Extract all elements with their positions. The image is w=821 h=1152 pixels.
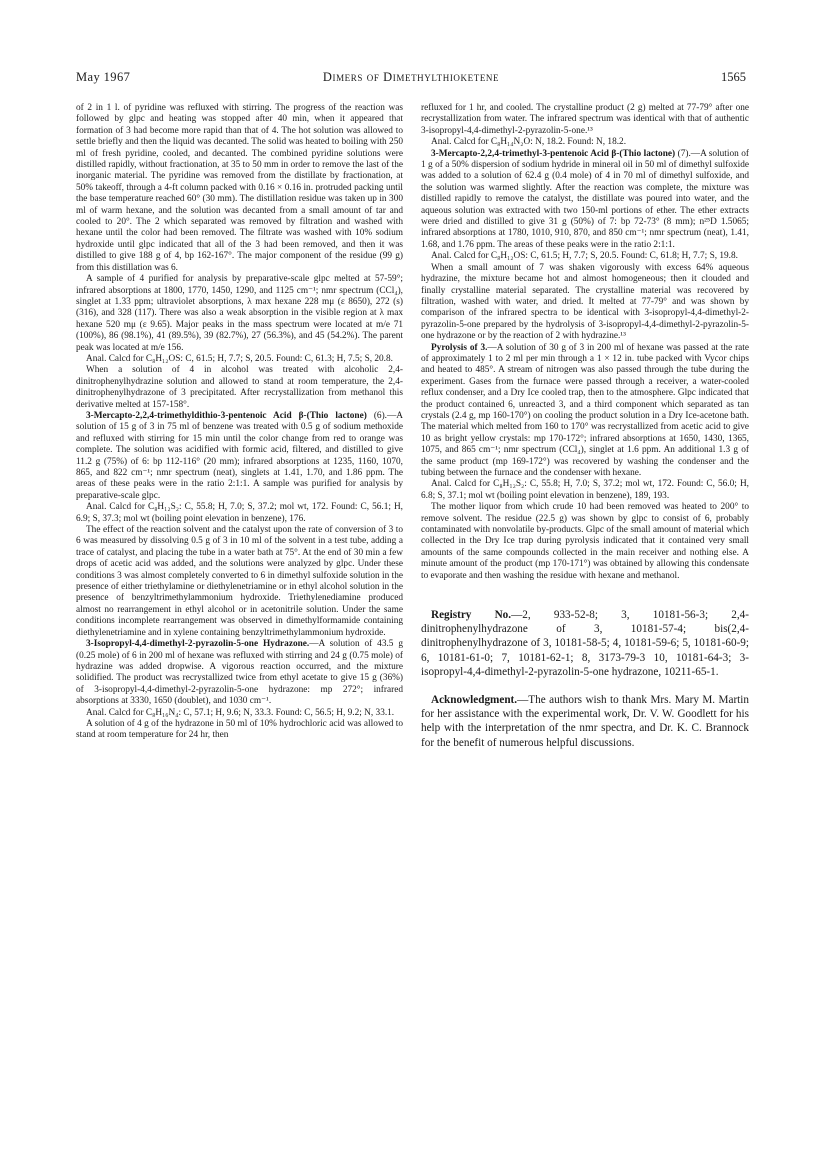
paragraph <box>76 103 403 274</box>
section-heading: Pyrolysis of 3. <box>431 342 488 353</box>
paragraph <box>76 708 403 719</box>
paragraph-text: The effect of the reaction solvent and the catalyst upon the rate of conversion of 3 to 6 was measured by dissolving 0.5 g of 3 in 10 ml of the solvent in a test tube, adding a trace of catalyst, and placing the tube in a water bath at 75°. At the end of 30 min a few drops of acetic acid was added, and the solutions were analyzed by glpc. Under these conditions 3 was almost completely converted to 6 in dimethyl sulfoxide solution in the presence of either triethylamine or diethylenetriamine or in ethyl alcohol solution in the presence of benzyltrimethylammonium hydroxide. Triethylenediamine produced almost no rearrangement in ethyl alcohol or in acetonitrile solution. Under the same conditions incomplete rearrangement was observed in dimethylformamide containing diethylenetriamine and in xylene containing benzyltrimethylammonium hydroxide. <box>76 525 403 638</box>
acknowledgment-section <box>421 693 749 750</box>
paragraph <box>421 103 749 137</box>
paragraph <box>76 411 403 502</box>
paragraph-text: refluxed for 1 hr, and cooled. The crystalline product (2 g) melted at 77-79° after one recrystallization from water. The infrared spectrum was identical with that of authentic 3-isopropyl-4,4-dimethyl-2-pyrazolin-5-one.¹³ <box>421 103 749 136</box>
paragraph-text: —A solution of 30 g of 3 in 200 ml of hexane was passed at the rate of approximately 1 to 2 ml per min through a 1 × 12 in. tube packed with Vycor chips and heated to 485°. A stream of nitrogen was also passed through the tube during the experiment. Gases from the furnace were passed through a receiver, a water-cooled reflux condenser, and a Dry Ice cooled trap, then to the atmosphere. Glpc indicated that the product contained 6, unreacted 3, and a third component which separated as tan crystals (2.4 g, mp 160-170°) on cooling the product solution in a Dry Ice-acetone bath. The material which melted from 160 to 170° was recrystallized from acetic acid to give 10 as bright yellow crystals: mp 170-172°; infrared absorptions at 1650, 1430, 1365, 1075, and 865 cm⁻¹; nmr spectrum (CCl₄), singlet at 1.6 ppm. An additional 1.3 g of the same product (mp 169-172°) was recovered by washing the condenser and the tubing between the furnace and the condenser with hexane. <box>421 342 749 478</box>
paragraph-text: A solution of 4 g of the hydrazone in 50 ml of 10% hydrochloric acid was allowed to stand at room temperature for 24 hr, then <box>76 718 403 741</box>
running-header <box>76 70 746 86</box>
paragraph-text: of 2 in 1 l. of pyridine was refluxed with stirring. The progress of the reaction was followed by glpc and heating was stopped after 40 min, when it appeared that formation of 3 had become more rapid than that of 4. The hot solution was allowed to settle briefly and then the liquid was decanted. The solid was heated to boiling with 250 ml of fresh pyridine, cooled, and decanted. The combined pyridine solutions were distilled rapidly, without fractionation, at 35 to 50 mm in order to remove the last of the inorganic material. The pyridine was removed from the distillate by fractionation, at 50% takeoff, through a 4-ft column packed with 0.16 × 0.16 in. protruded packing until the base temperature reached 60° (30 mm). The distillation residue was taken up in 300 ml of warm hexane, and the solution was decanted from a small amount of tar and cooled to 20°. The 2 which separated was removed by filtration and washed with hexane until the color had been removed. The filtrate was washed with 10% sodium hydroxide until glpc indicated that all of the 3 had been removed, and then it was distilled to give 188 g of 4, bp 162-167°. The major component of the residue (99 g) from this distillation was 6. <box>76 103 403 273</box>
paragraph-text: (6).—A solution of 15 g of 3 in 75 ml of benzene was treated with 0.5 g of sodium methoxide and refluxed with stirring for 15 min until the color change from red to orange was complete. The solution was acidified with formic acid, filtered, and distilled to give 11.2 g (75%) of 6: bp 112-116° (20 mm); infrared absorptions at 1235, 1160, 1070, 865, and 822 cm⁻¹; nmr spectrum (neat), singlets at 1.41, 1.70, and 1.86 ppm. The areas of these peaks were in the ratio 2:1:1. A sample was purified for analysis by preparative-scale glpc. <box>76 410 403 501</box>
paragraph <box>76 719 403 742</box>
acknowledgment-label: Acknowledgment. <box>431 694 518 707</box>
page-number: 1565 <box>721 70 746 84</box>
paragraph <box>421 263 749 343</box>
right-column-body <box>421 103 749 582</box>
paragraph <box>76 639 403 707</box>
paragraph-text: Anal. Calcd for C₈H₁₂S₂: C, 55.8; H, 7.0; S, 37.2; mol wt, 172. Found: C, 56.1; H, 6.9; S, 37.3; mol wt (boiling point elevation in benzene), 176. <box>76 502 403 524</box>
paragraph <box>421 251 749 262</box>
section-heading: 3-Mercapto-2,2,4-trimethyldithio-3-pentenoic Acid β-(Thio lactone) <box>86 410 367 421</box>
paragraph <box>421 343 749 480</box>
section-heading: 3-Isopropyl-4,4-dimethyl-2-pyrazolin-5-one Hydrazone. <box>86 639 310 650</box>
acknowledgment-text: —The authors wish to thank Mrs. Mary M. Martin for her assistance with the experimental work, Dr. V. W. Goodlett for his help with the interpretation of the nmr spectra, and Dr. K. C. Brannock for the benefit of numerous helpful discussions. <box>421 694 749 749</box>
paragraph <box>421 149 749 252</box>
paragraph-text: The mother liquor from which crude 10 had been removed was heated to 200° to remove solvent. The residue (22.5 g) was shown by glpc to consist of 6, probably contaminated with nonvolatile by-products. Glpc of the small amount of material which collected in the Dry Ice trap during pyrolysis indicated that it contained very small amounts of the same compounds collected in the main receiver and nothing else. A minute amount of the product (mp 170-171°) was obtained by allowing this condensate to evaporate and then washing the residue with hexane and methanol. <box>421 502 749 581</box>
paragraph-text: Anal. Calcd for C₈H₁₂OS: C, 61.5; H, 7.7; S, 20.5. Found: C, 61.8; H, 7.7; S, 19.8. <box>431 251 738 262</box>
paragraph-text: When a small amount of 7 was shaken vigorously with excess 64% aqueous hydrazine, the mixture became hot and almost homogeneous; then it clouded and finally crystalline material separated. The crystalline material was recovered by filtration, washed with water, and dried. It melted at 77-79° and was shown by comparison of the infrared spectra to be identical with 3-isopropyl-4,4-dimethyl-2-pyrazolin-5-one prepared by the hydrolysis of 3-isopropyl-4,4-dimethyl-2-pyrazolin-5-one hydrazone or by the reaction of 2 with hydrazine.¹³ <box>421 262 749 342</box>
registry-label: Registry No. <box>431 609 512 622</box>
paragraph-text: Anal. Calcd for C₈H₁₂OS: C, 61.5; H, 7.7; S, 20.5. Found: C, 61.3; H, 7.5; S, 20.8. <box>86 353 393 364</box>
paragraph <box>76 274 403 354</box>
paragraph-text: (7).—A solution of 1 g of a 50% dispersion of sodium hydride in mineral oil in 50 ml of dimethyl sulfoxide was added to a solution of 62.4 g (0.4 mole) of 4 in 70 ml of dimethyl sulfoxide, and the solution was warmed slightly. After the reaction was complete, the mixture was distilled rapidly to remove the catalyst, the distillate was poured into water, and the aqueous solution was extracted with two 150-ml portions of ether. The ether extracts were dried and distilled to give 31 g (50%) of 7: bp 72-73° (8 mm); n²⁵D 1.5065; infrared absorptions at 1780, 1010, 910, 870, and 850 cm⁻¹; nmr spectrum (neat), 1.41, 1.68, and 1.76 ppm. The areas of these peaks were in the ratio 2:1:1. <box>421 148 749 250</box>
section-heading: 3-Mercapto-2,2,4-trimethyl-3-pentenoic Acid β-(Thio lactone) <box>431 148 676 159</box>
paragraph <box>76 354 403 365</box>
paragraph-text: A sample of 4 purified for analysis by preparative-scale glpc melted at 57-59°; infrared absorptions at 1800, 1770, 1450, 1290, and 1125 cm⁻¹; nmr spectrum (CCl₄), singlet at 1.33 ppm; ultraviolet absorptions, λ max hexane 228 mμ (ε 8650), 272 (s) (316), and 328 (117). There was also a weak absorption in the visible region at λ max hexane 520 mμ (ε 9.65). Major peaks in the mass spectrum were located at m/e 71 (100%), 86 (98.1%), 41 (89.5%), 39 (82.7%), 27 (56.3%), and 45 (54.2%). The parent peak was located at m/e 156. <box>76 274 403 353</box>
paragraph <box>421 137 749 148</box>
paragraph <box>421 502 749 582</box>
paragraph <box>76 502 403 525</box>
paragraph-text: Anal. Calcd for C₈H₁₄N₂O: N, 18.2. Found: N, 18.2. <box>431 137 627 148</box>
paragraph-text: Anal. Calcd for C₈H₁₆N₄: C, 57.1; H, 9.6; N, 33.3. Found: C, 56.5; H, 9.2; N, 33.1. <box>86 707 395 718</box>
paragraph-text: —A solution of 43.5 g (0.25 mole) of 6 in 200 ml of hexane was refluxed with stirring and 24 g (0.75 mole) of hydrazine was added dropwise. A vigorous reaction occurred, and the mixture solidified. The product was recrystallized twice from ethyl acetate to give 15 g (36%) of 3-isopropyl-4,4-dimethyl-2-pyrazolin-5-one hydrazone: mp 272°; infrared absorptions at 3330, 1650 (doublet), and 1030 cm⁻¹. <box>76 639 403 707</box>
registry-text: —2, 933-52-8; 3, 10181-56-3; 2,4-dinitrophenylhydrazone of 3, 10181-57-4; bis(2,4-dinitrophenylhydrazone of 3, 10181-58-5; 4, 10181-59-6; 5, 10181-60-9; 6, 10181-61-0; 7, 10181-62-1; 8, 3173-79-3 10, 10181-64-3; 3-isopropyl-4,4-dimethyl-2-pyrazolin-5-one hydrazone, 10211-65-1. <box>421 609 749 678</box>
paragraph <box>421 479 749 502</box>
registry-section <box>421 608 749 679</box>
paragraph <box>76 525 403 639</box>
left-column <box>76 103 403 742</box>
paragraph-text: When a solution of 4 in alcohol was treated with alcoholic 2,4-dinitrophenylhydrazine solution and allowed to stand at room temperature, the 2,4-dinitrophenylhydrazone of 3 precipitated. After recrystallization from methanol this derivative melted at 157-158°. <box>76 365 403 410</box>
right-column <box>421 103 749 750</box>
paragraph <box>76 365 403 411</box>
paragraph-text: Anal. Calcd for C₈H₁₂S₂: C, 55.8; H, 7.0; S, 37.2; mol wt, 172. Found: C, 56.0; H, 6.8; S, 37.1; mol wt (boiling point elevation in benzene), 189, 193. <box>421 479 749 501</box>
header-title: Dimers of Dimethylthioketene <box>322 70 500 84</box>
header-date: May 1967 <box>76 70 131 84</box>
